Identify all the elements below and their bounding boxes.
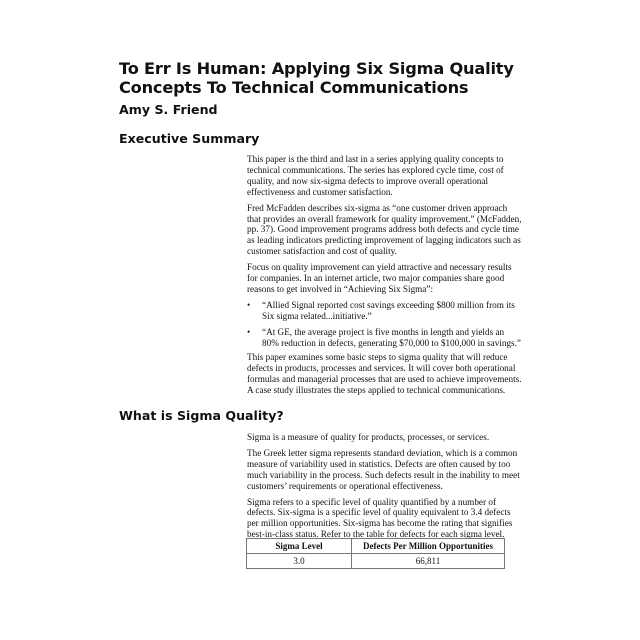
bullet-item	[247, 300, 522, 322]
sigma-level-table	[246, 538, 505, 569]
paragraph: Focus on quality improvement can yield attractive and necessary results for companies. In an internet article, two major companies share good reasons to get involved in “Achieving Six Sigma”:	[247, 262, 512, 294]
bullet-icon: •	[247, 299, 251, 310]
cell-sigma-level: 3.0	[247, 554, 352, 569]
bullet-icon: •	[247, 326, 251, 337]
section-heading-what-is-sigma-quality: What is Sigma Quality?	[119, 408, 284, 423]
paragraph: This paper is the third and last in a series applying quality concepts to technical communications. The series has explored cycle time, cost of quality, and now six-sigma defects to improve overall operational effectiveness and customer satisfaction.	[247, 154, 504, 197]
bullet-list	[247, 300, 522, 349]
bullet-text: “At GE, the average project is five months in length and yields an 80% reduction in defects, generating $70,000 to $100,000 in savings.”	[262, 326, 521, 348]
executive-summary-body	[247, 154, 522, 354]
bullet-text: “Allied Signal reported cost savings exceeding $800 million from its Six sigma related...initiative.”	[262, 299, 515, 321]
table-header-row	[247, 539, 505, 554]
closing-paragraph: This paper examines some basic steps to sigma quality that will reduce defects in products, processes and services. It will cover both operational formulas and managerial processes that are used to achieve improvements. A case study illustrates the steps applied to technical communications.	[247, 352, 522, 395]
document-title: To Err Is Human: Applying Six Sigma Quality Concepts To Technical Communications	[119, 59, 514, 97]
author-name: Amy S. Friend	[119, 102, 218, 117]
sigma-quality-body	[247, 432, 522, 545]
column-header-defects: Defects Per Million Opportunities	[352, 539, 505, 554]
paragraph: Sigma is a measure of quality for products, processes, or services.	[247, 432, 490, 442]
paragraph: Fred McFadden describes six-sigma as “one customer driven approach that provides an overall framework for quality improvement.” (McFadden, pp. 37). Good improvement programs address both defects and cycle time as leading indicators predicting improvement of lagging indicators such as customer satisfaction and cost of quality.	[247, 202, 522, 257]
column-header-sigma-level: Sigma Level	[247, 539, 352, 554]
paragraph: The Greek letter sigma represents standard deviation, which is a common measure of variability used in statistics. Defects are often caused by too much variability in the process. Such defects result in the inability to meet customers’ requirements or operational effectiveness.	[247, 447, 520, 491]
paragraph: Sigma refers to a specific level of quality quantified by a number of defects. Six-sigma is a specific level of quality equivalent to 3.4 defects per million opportunities. Six-sigma has become the rating that signifies best-in-class status. Refer to the table for defects for each sigma level.	[247, 496, 513, 540]
table-row	[247, 554, 505, 569]
section-heading-executive-summary: Executive Summary	[119, 131, 260, 146]
cell-defects: 66,811	[352, 554, 505, 569]
bullet-item	[247, 327, 522, 349]
